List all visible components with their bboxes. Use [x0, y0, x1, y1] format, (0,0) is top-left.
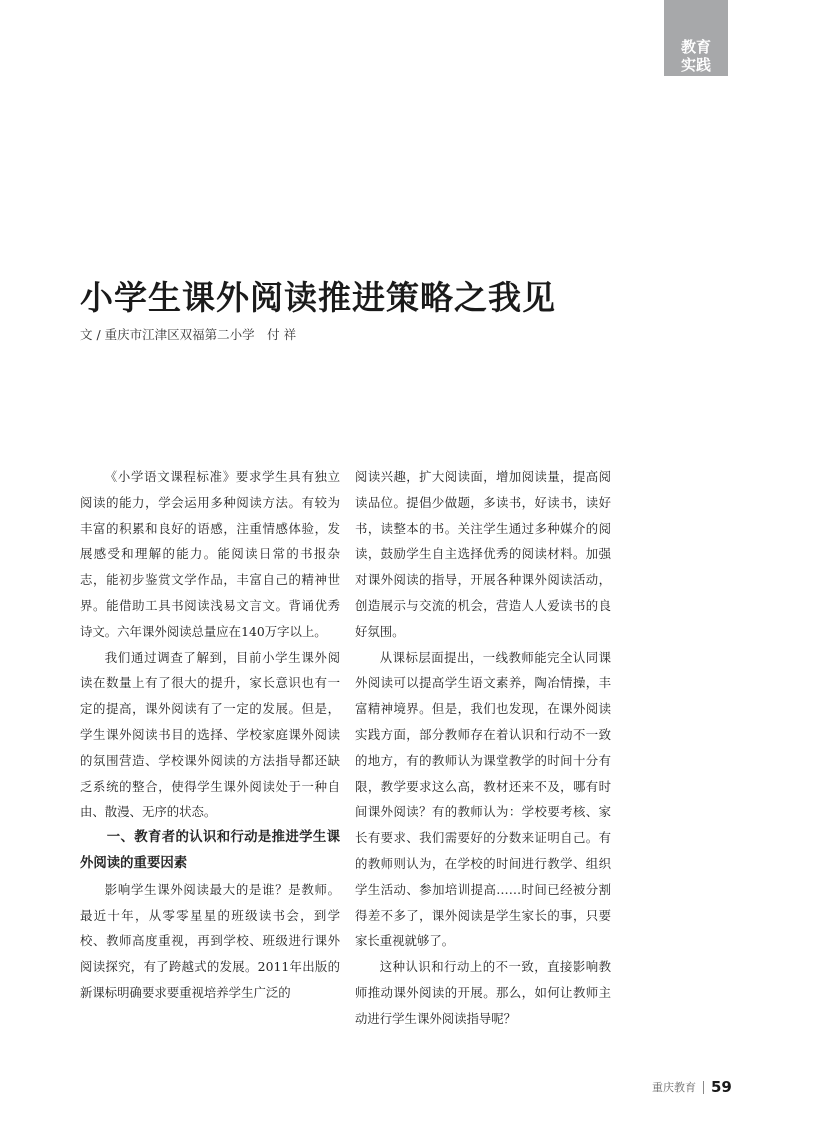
article-title: 小学生课外阅读推进策略之我见 [80, 278, 556, 317]
left-column [80, 464, 340, 1006]
page-number: 59 [711, 1078, 732, 1096]
footer-divider [703, 1081, 704, 1094]
paragraph: 影响学生课外阅读最大的是谁？是教师。最近十年，从零零星星的班级读书会，到学校、教师高度重视，再到学校、班级进行课外阅读探究，有了跨越式的发展。2011年出版的新课标明确要求要重视培养学生广泛的 [80, 881, 340, 1000]
paragraph: 阅读兴趣，扩大阅读面，增加阅读量，提高阅读品位。提倡少做题，多读书，好读书，读好书，读整本的书。关注学生通过多种媒介的阅读，鼓励学生自主选择优秀的阅读材料。加强对课外阅读的指导，开展各种课外阅读活动，创造展示与交流的机会，营造人人爱读书的良好氛围。 [355, 469, 611, 639]
section-heading: 一、教育者的认识和行动是推进学生课外阅读的重要因素 [80, 830, 340, 871]
paragraph: 我们通过调查了解到，目前小学生课外阅读在数量上有了很大的提升，家长意识也有一定的提高，课外阅读有了一定的发展。但是，学生课外阅读书目的选择、学校家庭课外阅读的氛围营造、学校课外阅读的方法指导都还缺乏系统的整合，使得学生课外阅读处于一种自由、散漫、无序的状态。 [80, 649, 340, 820]
page-footer [652, 1076, 732, 1098]
right-column [355, 464, 611, 1032]
paragraph: 这种认识和行动上的不一致，直接影响教师推动课外阅读的开展。那么，如何让教师主动进行学生课外阅读指导呢？ [355, 959, 611, 1026]
byline: 文 / 重庆市江津区双福第二小学 付 祥 [80, 327, 297, 342]
journal-name: 重庆教育 [652, 1081, 696, 1094]
paragraph: 《小学语文课程标准》要求学生具有独立阅读的能力，学会运用多种阅读方法。有较为丰富的积累和良好的语感，注重情感体验，发展感受和理解的能力。能阅读日常的书报杂志，能初步鉴赏文学作品，丰富自己的精神世界。能借助工具书阅读浅易文言文。背诵优秀诗文。六年课外阅读总量应在140万字以上。 [80, 469, 340, 639]
paragraph: 从课标层面提出，一线教师能完全认同课外阅读可以提高学生语文素养，陶冶情操，丰富精神境界。但是，我们也发现，在课外阅读实践方面，部分教师存在着认识和行动不一致的地方，有的教师认为课堂教学的时间十分有限，教学要求这么高，教材还来不及，哪有时间课外阅读？有的教师认为：学校要考核、家长有要求、我们需要好的分数来证明自己。有的教师则认为，在学校的时间进行教学、组织学生活动、参加培训提高……时间已经被分割得差不多了，课外阅读是学生家长的事，只要家长重视就够了。 [355, 649, 611, 949]
section-tab [664, 0, 728, 76]
section-tab-line1: 教育 [680, 38, 711, 56]
section-tab-line2: 实践 [680, 56, 711, 74]
